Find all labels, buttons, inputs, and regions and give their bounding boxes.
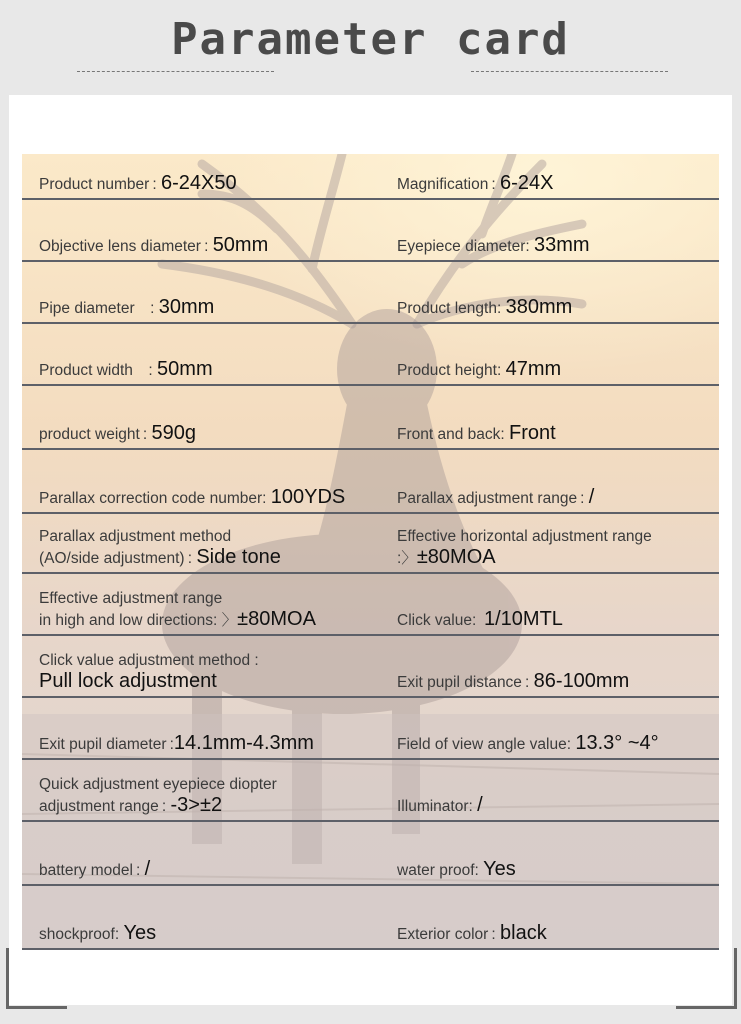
param-value: 14.1mm-4.3mm: [173, 732, 314, 754]
param-value: /: [477, 794, 483, 816]
param-label: Illuminator:: [397, 798, 478, 815]
param-label: adjustment range :: [39, 798, 171, 815]
param-value: ±80MOA: [416, 546, 496, 568]
param-label: shockproof:: [39, 926, 124, 943]
parameter-cell-water-proof: [397, 858, 715, 881]
parameter-row: [22, 386, 719, 450]
page-title: Parameter card: [171, 14, 570, 65]
param-value: 13.3° ~4°: [575, 732, 659, 754]
corner-bracket-left: [6, 948, 67, 1009]
parameter-cell-parallax-range: [397, 486, 715, 509]
parameter-row: [22, 450, 719, 514]
parameter-cell-product-weight: [39, 422, 389, 445]
param-value: Front: [509, 422, 556, 444]
param-value: black: [500, 922, 547, 944]
parameter-cell-product-number: [39, 172, 389, 195]
parameter-row: [22, 324, 719, 386]
parameter-row: [22, 822, 719, 886]
parameter-cell-magnification: [397, 172, 715, 195]
parameter-cell-shockproof: [39, 922, 389, 945]
parameter-row: [22, 574, 719, 636]
param-value: 590g: [151, 422, 197, 444]
param-label: Front and back:: [397, 426, 510, 443]
parameter-cell-field-of-view: [397, 732, 715, 755]
parameter-row: [22, 886, 719, 950]
param-value: /: [144, 858, 151, 880]
parameter-row: [22, 200, 719, 262]
parameter-cell-parallax-correction: [39, 486, 389, 509]
param-value: 47mm: [505, 358, 562, 380]
param-label: Magnification :: [397, 176, 501, 193]
param-label: Eyepiece diameter:: [397, 238, 534, 255]
param-label-line1: Effective horizontal adjustment range: [397, 528, 652, 546]
param-label: Parallax adjustment range :: [397, 490, 589, 507]
parameter-row: [22, 760, 719, 822]
param-value: 1/10MTL: [484, 608, 563, 630]
parameter-cell-horizontal-range: [397, 528, 715, 569]
param-label: Exit pupil diameter :: [39, 736, 174, 753]
parameter-cell-product-height: [397, 358, 715, 381]
param-label: (AO/side adjustment) :: [39, 550, 197, 567]
parameter-cell-product-length: [397, 296, 715, 319]
title-divider-left: [77, 71, 274, 72]
param-value: 6-24X: [500, 172, 554, 194]
param-value: 380mm: [505, 296, 573, 318]
param-value: 50mm: [157, 358, 213, 380]
parameter-cell-illuminator: [397, 794, 715, 817]
parameter-cell-exit-pupil-diameter: [39, 732, 389, 755]
parameter-cell-exit-pupil-distance: [397, 670, 715, 693]
parameter-row: [22, 636, 719, 698]
parameter-cell-battery-model: [39, 858, 389, 881]
param-label-line1: Quick adjustment eyepiece diopter: [39, 776, 277, 794]
param-label: Click value:: [397, 612, 484, 629]
param-value: -3>±2: [170, 794, 223, 816]
param-value: 30mm: [158, 296, 215, 318]
parameter-cell-objective-lens-diameter: [39, 234, 389, 257]
param-value: 33mm: [534, 234, 590, 256]
param-label: Objective lens diameter :: [39, 238, 213, 255]
param-value: 100YDS: [270, 486, 346, 508]
param-label: Product height:: [397, 362, 506, 379]
parameter-row: [22, 262, 719, 324]
parameter-row: [22, 154, 719, 200]
parameter-cell-front-and-back: [397, 422, 715, 445]
param-value: Side tone: [196, 546, 281, 568]
param-value: Yes: [483, 858, 516, 880]
param-value: 50mm: [212, 234, 269, 256]
param-value: /: [588, 486, 595, 508]
param-label: Field of view angle value:: [397, 736, 576, 753]
param-label: Product number :: [39, 176, 161, 193]
param-value: 86-100mm: [533, 670, 630, 692]
parameter-cell-eyepiece-diameter: [397, 234, 715, 257]
parameter-cell-click-value: [397, 608, 715, 631]
param-label: battery model :: [39, 862, 145, 879]
param-value: ±80MOA: [237, 608, 316, 630]
param-label: Pipe diameter :: [39, 300, 159, 317]
param-value: 6-24X50: [161, 172, 237, 194]
param-label-line1: Click value adjustment method :: [39, 652, 259, 670]
param-label: Product width :: [39, 362, 158, 379]
param-label-line1: Effective adjustment range: [39, 590, 223, 608]
parameter-table: [22, 154, 719, 950]
param-label: :〉: [397, 550, 417, 567]
param-label: Parallax correction code number:: [39, 490, 271, 507]
parameter-cell-exterior-color: [397, 922, 715, 945]
parameter-cell-parallax-method: [39, 528, 389, 569]
param-label: Exterior color :: [397, 926, 501, 943]
parameter-row: [22, 514, 719, 574]
param-label-line1: Parallax adjustment method: [39, 528, 232, 546]
param-value: Pull lock adjustment: [39, 670, 217, 692]
param-value: Yes: [123, 922, 157, 944]
parameter-row: [22, 698, 719, 760]
title-divider-right: [471, 71, 668, 72]
parameter-cell-vertical-range: [39, 590, 389, 631]
param-label: in high and low directions: 〉: [39, 612, 238, 629]
param-label: Exit pupil distance :: [397, 674, 534, 691]
corner-bracket-right: [676, 948, 737, 1009]
param-label: product weight :: [39, 426, 152, 443]
param-label: water proof:: [397, 862, 484, 879]
parameter-cell-diopter-range: [39, 776, 389, 817]
parameter-cell-pipe-diameter: [39, 296, 389, 319]
parameter-cell-click-method: [39, 652, 389, 693]
param-label: Product length:: [397, 300, 506, 317]
parameter-cell-product-width: [39, 358, 389, 381]
